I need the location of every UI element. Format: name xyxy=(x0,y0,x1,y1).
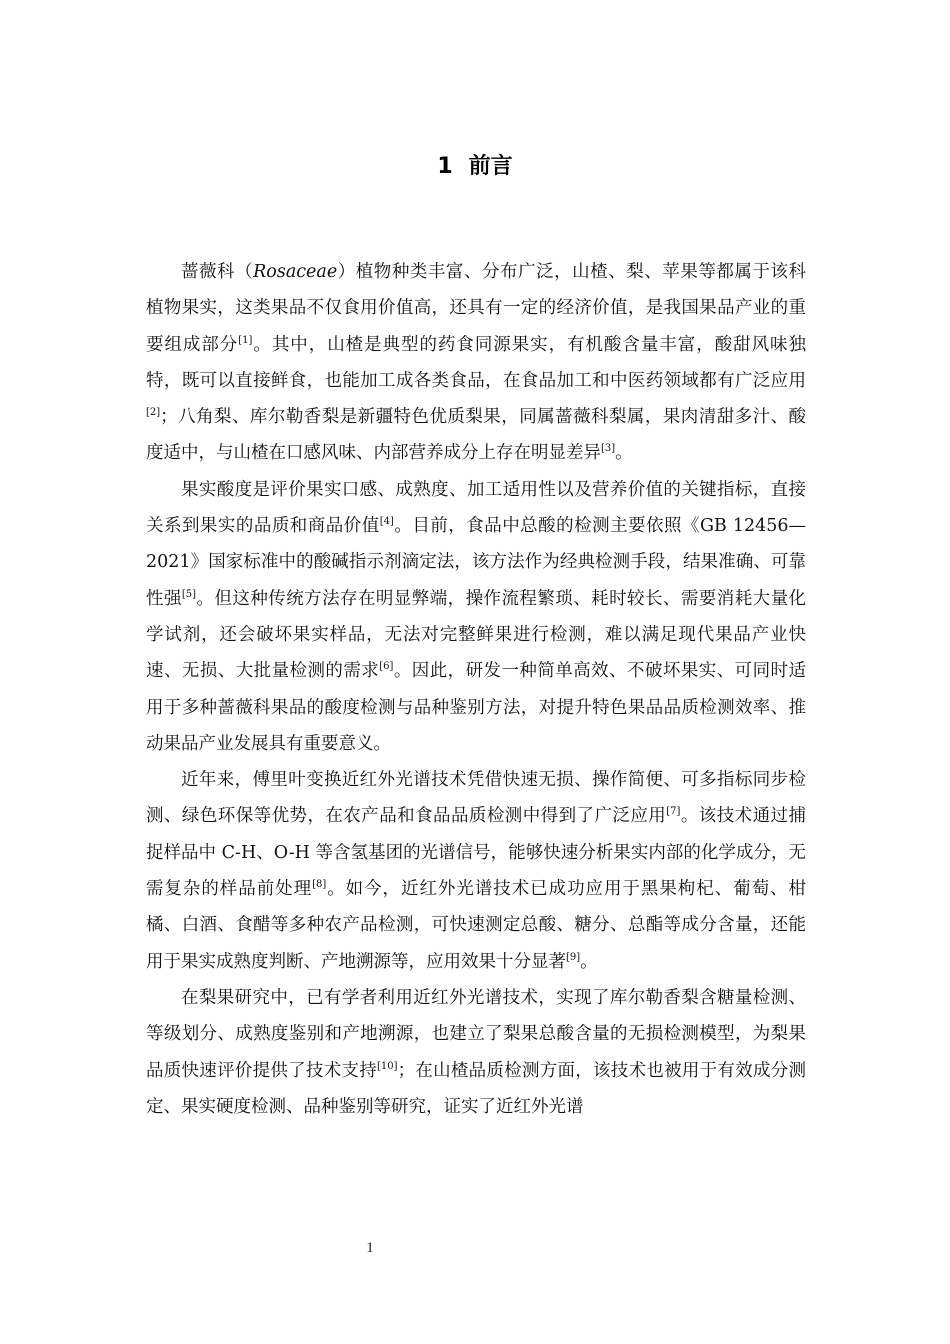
citation-ref: [1] xyxy=(238,334,253,346)
paragraph-1 xyxy=(146,254,806,472)
citation-ref: [5] xyxy=(181,588,197,600)
citation-ref: [4] xyxy=(379,516,394,528)
page-number: 1 xyxy=(366,1240,374,1256)
paragraph-3 xyxy=(146,762,806,980)
citation-ref: [8] xyxy=(312,879,327,891)
text-run: 蔷薇科（ xyxy=(181,262,254,282)
citation-ref: [7] xyxy=(666,806,681,818)
text-run: 。因此，研发一种简单高效、不破坏果实、可同时适用于多种蔷薇科果品的酸度检测与品种鉴别方法，对提升特色果品品质检测效率、推动果品产业发展具有重要意义。 xyxy=(146,661,807,754)
text-run: 。如今，近红外光谱技术已成功应用于黑果枸杞、葡萄、柑橘、白酒、食醋等多种农产品检测，可快速测定总酸、糖分、总酯等成分含量，还能用于果实成熟度判断、产地溯源等，应用效果十分显著 xyxy=(146,879,807,972)
citation-ref: [10] xyxy=(377,1060,398,1072)
text-run: 。该技术通过捕捉样品中 C-H、O-H 等含氢基团的光谱信号，能够快速分析果实内部的化学成分，无需复杂的样品前处理 xyxy=(146,806,806,900)
section-number: 1 xyxy=(437,154,453,179)
text-run: ；在山楂品质检测方面，该技术也被用于有效成分测定、果实硬度检测、品种鉴别等研究，证实了近红外光谱 xyxy=(146,1060,807,1117)
citation-ref: [9] xyxy=(566,951,581,963)
paragraph-4 xyxy=(146,980,806,1125)
section-title: 前言 xyxy=(468,154,513,179)
citation-ref: [2] xyxy=(146,407,161,419)
text-run: 近年来，傅里叶变换近红外光谱技术凭借快速无损、操作简便、可多指标同步检测、绿色环保等优势，在农产品和食品品质检测中得到了广泛应用 xyxy=(146,770,806,827)
text-run: 。目前，食品中总酸的检测主要依照《GB 12456—2021》国家标准中的酸碱指示剂滴定法，该方法作为经典检测手段，结果准确、可靠性强 xyxy=(146,516,807,609)
text-run: 。 xyxy=(615,443,633,464)
latin-name: Rosaceae xyxy=(253,262,338,282)
paragraph-2 xyxy=(146,472,806,762)
text-run: 在梨果研究中，已有学者利用近红外光谱技术，实现了库尔勒香梨含糖量检测、等级划分、成熟度鉴别和产地溯源，也建立了梨果总酸含量的无损检测模型，为梨果品质快速评价提供了技术支持 xyxy=(146,987,806,1081)
text-run: 。但这种传统方法存在明显弊端，操作流程繁琐、耗时较长、需要消耗大量化学试剂，还会破坏果实样品，无法对完整鲜果进行检测，难以满足现代果品产业快速、无损、大批量检测的需求 xyxy=(146,588,807,682)
text-run: ；八角梨、库尔勒香梨是新疆特色优质梨果，同属蔷薇科梨属，果肉清甜多汁、酸度适中，与山楂在口感风味、内部营养成分上存在明显差异 xyxy=(146,407,806,464)
citation-ref: [6] xyxy=(379,661,394,673)
section-heading xyxy=(0,150,950,184)
citation-ref: [3] xyxy=(601,443,616,455)
body-text xyxy=(146,254,806,1125)
text-run: ）植物种类丰富、分布广泛，山楂、梨、苹果等都属于该科植物果实，这类果品不仅食用价值高，还具有一定的经济价值，是我国果品产业的重要组成部分 xyxy=(146,262,807,355)
text-run: 。 xyxy=(580,951,598,972)
text-run: 果实酸度是评价果实口感、成熟度、加工适用性以及营养价值的关键指标，直接关系到果实的品质和商品价值 xyxy=(146,479,806,537)
text-run: 。其中，山楂是典型的药食同源果实，有机酸含量丰富，酸甜风味独特，既可以直接鲜食，也能加工成各类食品，在食品加工和中医药领域都有广泛应用 xyxy=(146,334,807,391)
